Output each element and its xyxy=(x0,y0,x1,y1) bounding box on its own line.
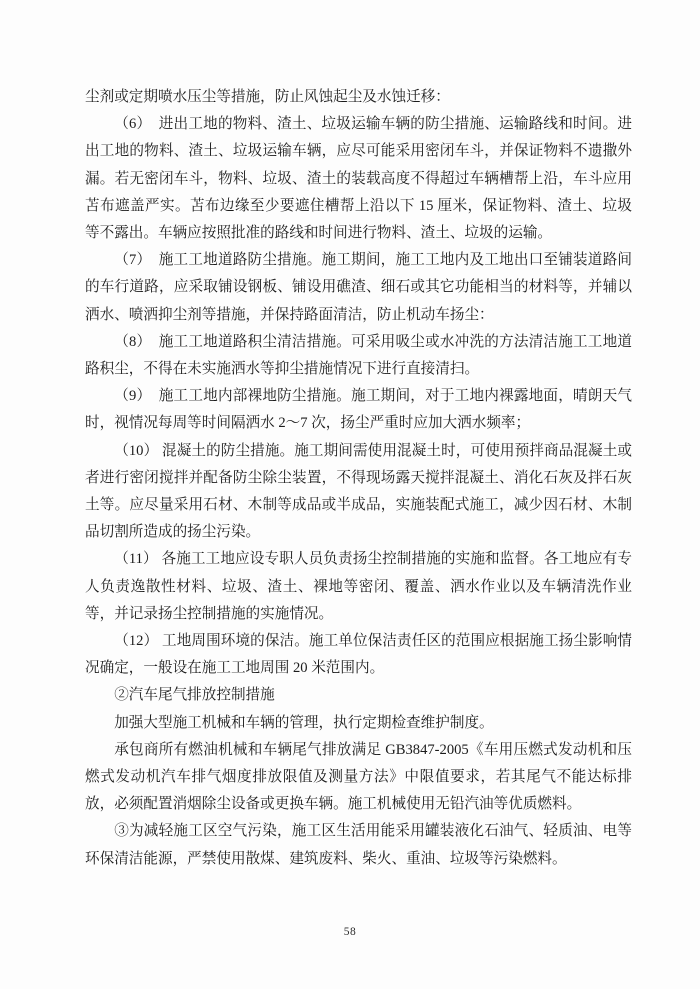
list-item-7: （7） 施工工地道路防尘措施。施工期间，施工工地内及工地出口至铺装道路间的车行道路，应采取铺设钢板、铺设用礁渣、细石或其它功能相当的材料等，并辅以洒水、喷洒抑尘剂等措施，并保持路面清洁，防止机动车扬尘： xyxy=(85,252,632,323)
section-heading-vehicle-exhaust: ②汽车尾气排放控制措施 xyxy=(114,687,275,704)
paragraph-clean-energy: ③为减轻施工区空气污染，施工区生活用能采用罐装液化石油气、轻质油、电等环保清洁能源，严禁使用散煤、建筑废料、柴火、重油、垃圾等污染燃料。 xyxy=(85,823,632,867)
list-item-8: （8） 施工工地道路积尘清洁措施。可采用吸尘或水冲洗的方法清洁施工工地道路积尘，不得在未实施洒水等抑尘措施情况下进行直接清扫。 xyxy=(85,333,632,378)
list-item-6: （6） 进出工地的物料、渣土、垃圾运输车辆的防尘措施、运输路线和时间。进出工地的物料、渣土、垃圾运输车辆，应尽可能采用密闭车斗，并保证物料不遗撒外漏。若无密闭车斗，物料、垃圾、渣土的装载高度不得超过车辆槽帮上沿，车斗应用苫布遮盖严实。苫布边缘至少要遮住槽帮上沿以下 15 厘米，保证物料、渣土、垃圾等不露出。车辆应按照批准的路线和时间进行物料、渣土、垃圾的运输。 xyxy=(85,116,632,242)
paragraph-machinery-management: 加强大型施工机械和车辆的管理，执行定期检查维护制度。 xyxy=(114,714,494,731)
list-item-12: （12） 工地周围环境的保洁。施工单位保洁责任区的范围应根据施工扬尘影响情况确定，一般设在施工工地周围 20 米范围内。 xyxy=(85,633,632,677)
list-item-11: （11） 各施工工地应设专职人员负责扬尘控制措施的实施和监督。各工地应有专人负责逸散性材料、垃圾、渣土、裸地等密闭、覆盖、洒水作业以及车辆清洗作业等，并记录扬尘控制措施的实施情况。 xyxy=(85,551,632,622)
list-item-9: （9） 施工工地内部裸地防尘措施。施工期间，对于工地内裸露地面，晴朗天气时，视情况每周等时间隔洒水 2～7 次，扬尘严重时应加大洒水频率； xyxy=(85,388,632,432)
paragraph-emission-standard: 承包商所有燃油机械和车辆尾气排放满足 GB3847-2005《车用压燃式发动机和压燃式发动机汽车排气烟度排放限值及测量方法》中限值要求，若其尾气不能达标排放，必须配置消烟除尘设备或更换车辆。施工机械使用无铅汽油等优质燃料。 xyxy=(85,741,632,813)
page-number: 58 xyxy=(343,926,357,938)
list-item-10: （10） 混凝土的防尘措施。施工期间需使用混凝土时，可使用预拌商品混凝土或者进行密闭搅拌并配备防尘除尘装置，不得现场露天搅拌混凝土、消化石灰及拌石灰土等。应尽量采用石材、木制等成品或半成品，实施装配式施工，减少因石材、木制品切割所造成的扬尘污染。 xyxy=(85,442,632,541)
paragraph-continuation: 尘剂或定期喷水压尘等措施，防止风蚀起尘及水蚀迁移： xyxy=(85,89,450,105)
page-body xyxy=(85,84,632,873)
